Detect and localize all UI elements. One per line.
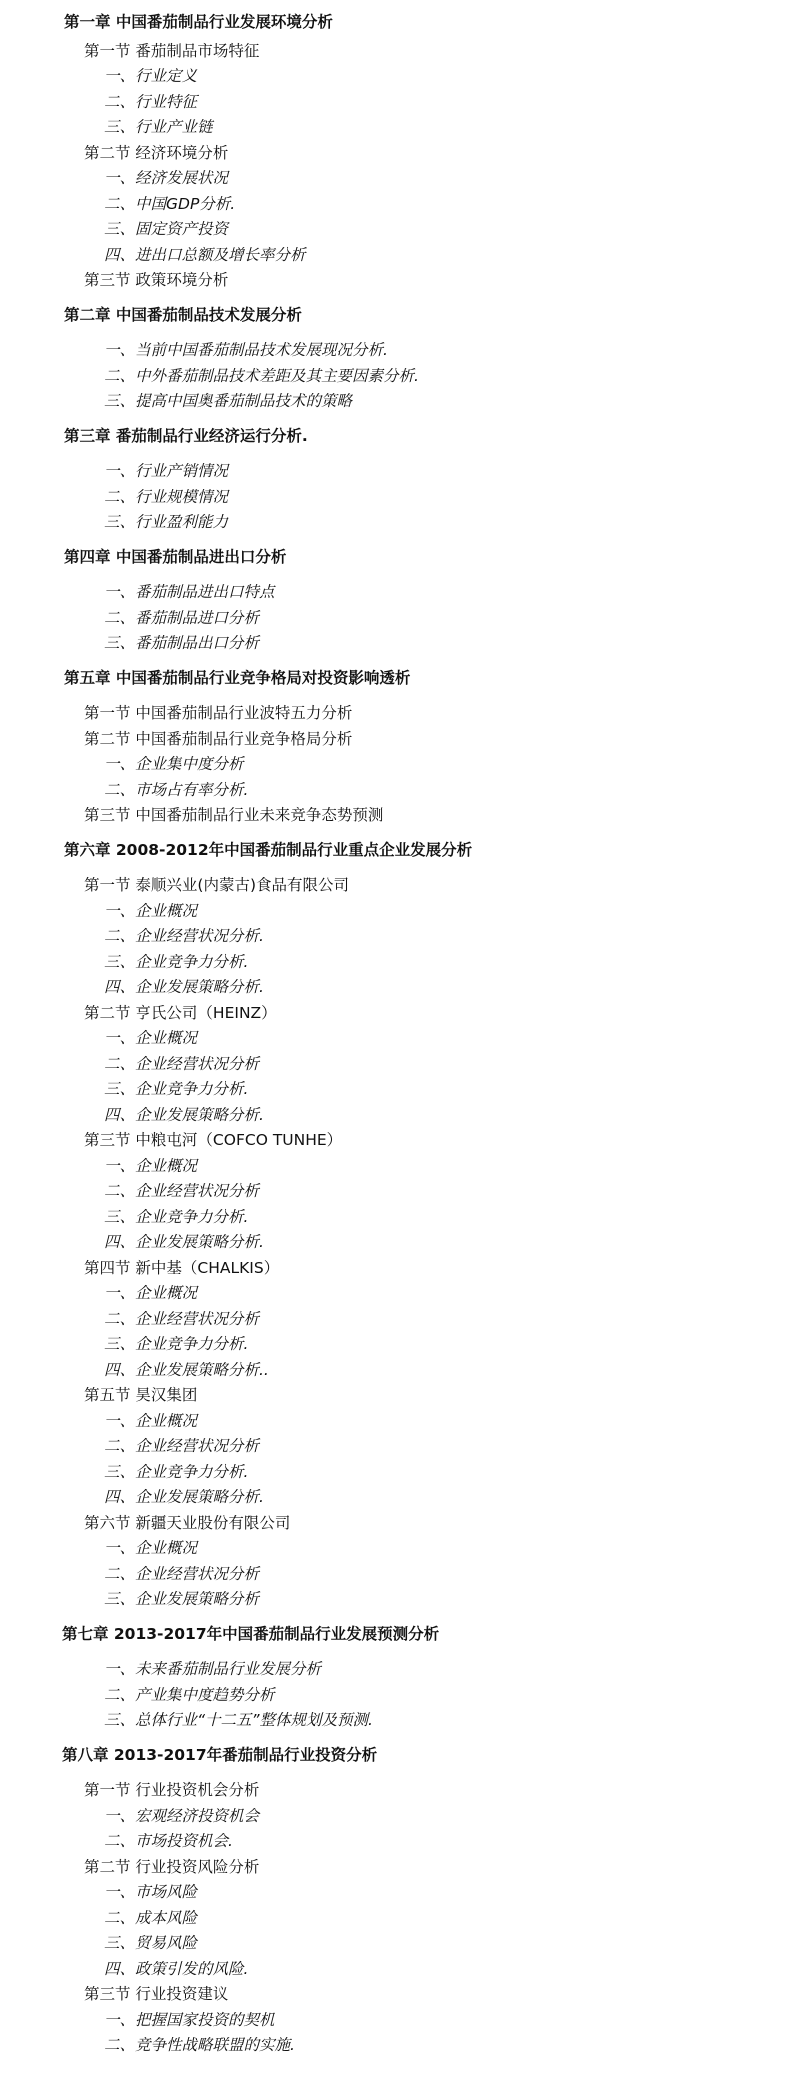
toc-item: 二、企业经营状况分析 [104,1182,260,1200]
toc-item: 三、贸易风险 [104,1934,198,1952]
toc-item: 三、提高中国奥番茄制品技术的策略 [104,392,353,410]
section-heading: 第五节 昊汉集团 [84,1386,198,1404]
section-heading: 第一节 番茄制品市场特征 [84,41,260,60]
toc-item: 二、企业经营状况分析 [104,1054,260,1073]
toc-item: 一、行业定义 [104,67,198,85]
chapter-heading: 第七章 2013-2017年中国番茄制品行业发展预测分析 [62,1624,440,1643]
toc-item: 四、企业发展策略分析. [104,1105,264,1124]
toc-item: 四、企业发展策略分析.. [104,1360,269,1379]
chapter-heading: 第三章 番茄制品行业经济运行分析. [64,426,308,445]
toc-item: 一、宏观经济投资机会 [104,1806,260,1825]
section-heading: 第三节 中国番茄制品行业未来竞争态势预测 [84,806,384,824]
section-heading: 第二节 行业投资风险分析 [84,1857,260,1876]
section-heading: 第二节 中国番茄制品行业竞争格局分析 [84,729,353,748]
toc-item: 二、竞争性战略联盟的实施. [104,2036,295,2054]
toc-item: 一、企业概况 [104,1156,198,1175]
toc-item: 四、企业发展策略分析. [104,978,264,996]
toc-item: 二、市场投资机会. [104,1832,233,1850]
section-heading: 第三节 政策环境分析 [84,271,229,289]
toc-item: 四、企业发展策略分析. [104,1233,264,1251]
toc-item: 三、行业产业链 [104,118,213,136]
toc-item: 三、企业竞争力分析. [104,1462,249,1481]
section-heading: 第三节 中粮屯河（COFCO TUNHE） [84,1131,343,1149]
toc-item: 一、未来番茄制品行业发展分析 [104,1660,322,1678]
toc-item: 一、企业集中度分析 [104,755,244,773]
toc-item: 二、番茄制品进口分析 [104,608,260,627]
chapter-heading: 第五章 中国番茄制品行业竞争格局对投资影响透析 [64,668,411,687]
section-heading: 第六节 新疆天业股份有限公司 [84,1513,291,1532]
toc-item: 一、企业概况 [104,901,198,920]
toc-item: 二、企业经营状况分析 [104,1564,260,1583]
toc-item: 二、企业经营状况分析 [104,1309,260,1328]
chapter-heading: 第六章 2008-2012年中国番茄制品行业重点企业发展分析 [64,840,473,859]
toc-item: 一、市场风险 [104,1883,198,1901]
toc-item: 三、固定资产投资 [104,220,229,238]
toc-item: 一、行业产销情况 [104,462,229,480]
toc-item: 二、产业集中度趋势分析 [104,1685,275,1704]
toc-item: 一、番茄制品进出口特点 [104,583,275,601]
section-heading: 第四节 新中基（CHALKIS） [84,1258,280,1277]
toc-item: 三、企业竞争力分析. [104,1335,249,1353]
toc-item: 一、企业概况 [104,1539,198,1557]
section-heading: 第一节 行业投资机会分析 [84,1781,260,1799]
section-heading: 第二节 亨氏公司（HEINZ） [84,1003,277,1022]
toc-item: 一、当前中国番茄制品技术发展现况分析. [104,341,388,359]
toc-item: 三、企业竞争力分析. [104,1080,249,1098]
chapter-heading: 第四章 中国番茄制品进出口分析 [64,547,287,566]
toc-item: 一、企业概况 [104,1411,198,1430]
toc-item: 二、市场占有率分析. [104,780,249,799]
toc-item: 三、总体行业“十二五”整体规划及预测. [104,1711,373,1729]
toc-item: 三、番茄制品出口分析 [104,634,260,652]
toc-item: 三、企业竞争力分析. [104,952,249,971]
toc-item: 三、企业发展策略分析 [104,1590,260,1608]
toc-item: 二、企业经营状况分析. [104,927,264,945]
section-heading: 第二节 经济环境分析 [84,143,229,162]
section-heading: 第一节 中国番茄制品行业波特五力分析 [84,704,353,722]
toc-item: 二、成本风险 [104,1908,198,1927]
toc-item: 二、企业经营状况分析 [104,1437,260,1455]
section-heading: 第三节 行业投资建议 [84,1985,229,2003]
toc-item: 三、企业竞争力分析. [104,1207,249,1226]
section-heading: 第一节 泰顺兴业(内蒙古)食品有限公司 [84,876,350,894]
toc-item: 一、把握国家投资的契机 [104,2010,275,2029]
toc-item: 四、企业发展策略分析. [104,1488,264,1506]
toc-item: 二、行业特征 [104,92,198,111]
toc-item: 二、行业规模情况 [104,487,229,506]
toc-item: 二、中外番茄制品技术差距及其主要因素分析. [104,366,419,385]
toc-item: 一、经济发展状况 [104,169,229,187]
chapter-heading: 第一章 中国番茄制品行业发展环境分析 [64,13,333,31]
toc-item: 四、进出口总额及增长率分析 [104,245,306,264]
toc-item: 一、企业概况 [104,1284,198,1302]
chapter-heading: 第八章 2013-2017年番茄制品行业投资分析 [62,1745,378,1764]
toc-item: 四、政策引发的风险. [104,1959,249,1978]
toc-item: 二、中国GDP分析. [104,194,236,213]
chapter-heading: 第二章 中国番茄制品技术发展分析 [64,305,302,324]
toc-item: 三、行业盈利能力 [104,513,229,531]
toc-item: 一、企业概况 [104,1029,198,1047]
